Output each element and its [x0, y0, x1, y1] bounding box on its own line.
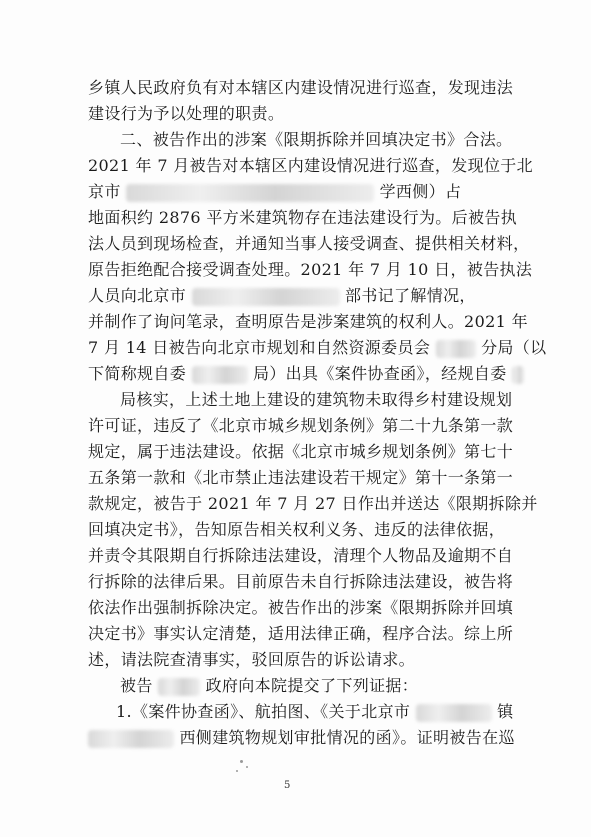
redaction-blur: [88, 730, 174, 748]
text-line: 法人员到现场检查，并通知当事人接受调查、提供相关材料，: [88, 234, 530, 253]
redaction-blur: [126, 184, 374, 202]
text-line: [88, 338, 547, 358]
text-line: [88, 728, 515, 748]
text-line: 并制作了询问笔录，查明原告是涉案建筑的权利人。2021 年: [88, 312, 528, 331]
text-line: 二、被告作出的涉案《限期拆除并回填决定书》合法。: [120, 130, 513, 149]
text-line: 回填决定书》，告知原告相关权利义务、违反的法律依据，: [88, 520, 506, 539]
redaction-blur: [436, 340, 476, 358]
text-fragment: 部书记了解情况，: [344, 286, 476, 305]
text-line: 决定书》事实认定清楚，适用法律正确，程序合法。综上所: [88, 624, 514, 643]
redaction-blur: [512, 366, 524, 384]
text-line: 规定，属于违法建设。依据《北京市城乡规划条例》第七十: [88, 442, 514, 461]
text-fragment: 政府向本院提交了下列证据：: [205, 676, 419, 695]
text-line: 许可证，违反了《北京市城乡规划条例》第二十九条第一款: [88, 416, 514, 435]
text-fragment: 7 月 14 日被告向北京市规划和自然资源委员会: [88, 338, 431, 357]
text-line: 地面积约 2876 平方米建筑物存在违法建设行为。后被告执: [88, 208, 518, 227]
text-fragment: 西侧建筑物规划审批情况的函》。证明被告在巡: [179, 728, 515, 747]
text-fragment: 镇: [497, 702, 514, 721]
text-fragment: 人员向北京市: [88, 286, 187, 305]
text-line: [88, 364, 508, 384]
text-line: [120, 676, 540, 696]
text-line: [88, 286, 508, 306]
text-line: [88, 182, 508, 202]
text-fragment: 被告: [120, 676, 153, 695]
text-line: 并责令其限期自行拆除违法建设，清理个人物品及逾期不自: [88, 546, 514, 565]
redaction-blur: [192, 366, 248, 384]
scan-speck: [240, 760, 243, 763]
page-number: 5: [284, 780, 291, 791]
text-line: [116, 702, 536, 722]
redaction-blur: [416, 704, 492, 722]
text-line: 述，请法院查清事实，驳回原告的诉讼请求。: [88, 650, 416, 669]
text-fragment: 1.《案件协查函》、航拍图、《关于北京市: [116, 702, 411, 721]
text-line: 乡镇人民政府负有对本辖区内建设情况进行巡查，发现违法: [88, 78, 514, 97]
text-fragment: 下简称规自委: [88, 364, 187, 383]
text-line: 局核实，上述土地上建设的建筑物未取得乡村建设规划: [120, 390, 513, 409]
text-fragment: 学西侧）占: [379, 182, 462, 201]
text-line: 行拆除的法律后果。目前原告未自行拆除违法建设，被告将: [88, 572, 514, 591]
scan-speck: [236, 770, 238, 772]
text-fragment: 局）出具《案件协查函》，经规自委: [252, 364, 507, 383]
text-line: 款规定，被告于 2021 年 7 月 27 日作出并送达《限期拆除并: [88, 494, 538, 513]
text-line: 五条第一款和《北市禁止违法建设若干规定》第十一条第一: [88, 468, 514, 487]
text-line: 依法作出强制拆除决定。被告作出的涉案《限期拆除并回填: [88, 598, 514, 617]
redaction-blur: [158, 678, 200, 696]
text-line: 2021 年 7 月被告对本辖区内建设情况进行巡查，发现位于北: [88, 156, 534, 175]
text-fragment: 分局（以: [481, 338, 547, 357]
text-fragment: 京市: [88, 182, 121, 201]
redaction-blur: [192, 288, 340, 306]
text-line: 建设行为予以处理的职责。: [88, 104, 285, 123]
scan-speck: [246, 766, 248, 768]
text-line: 原告拒绝配合接受调查处理。2021 年 7 月 10 日，被告执法: [88, 260, 533, 279]
